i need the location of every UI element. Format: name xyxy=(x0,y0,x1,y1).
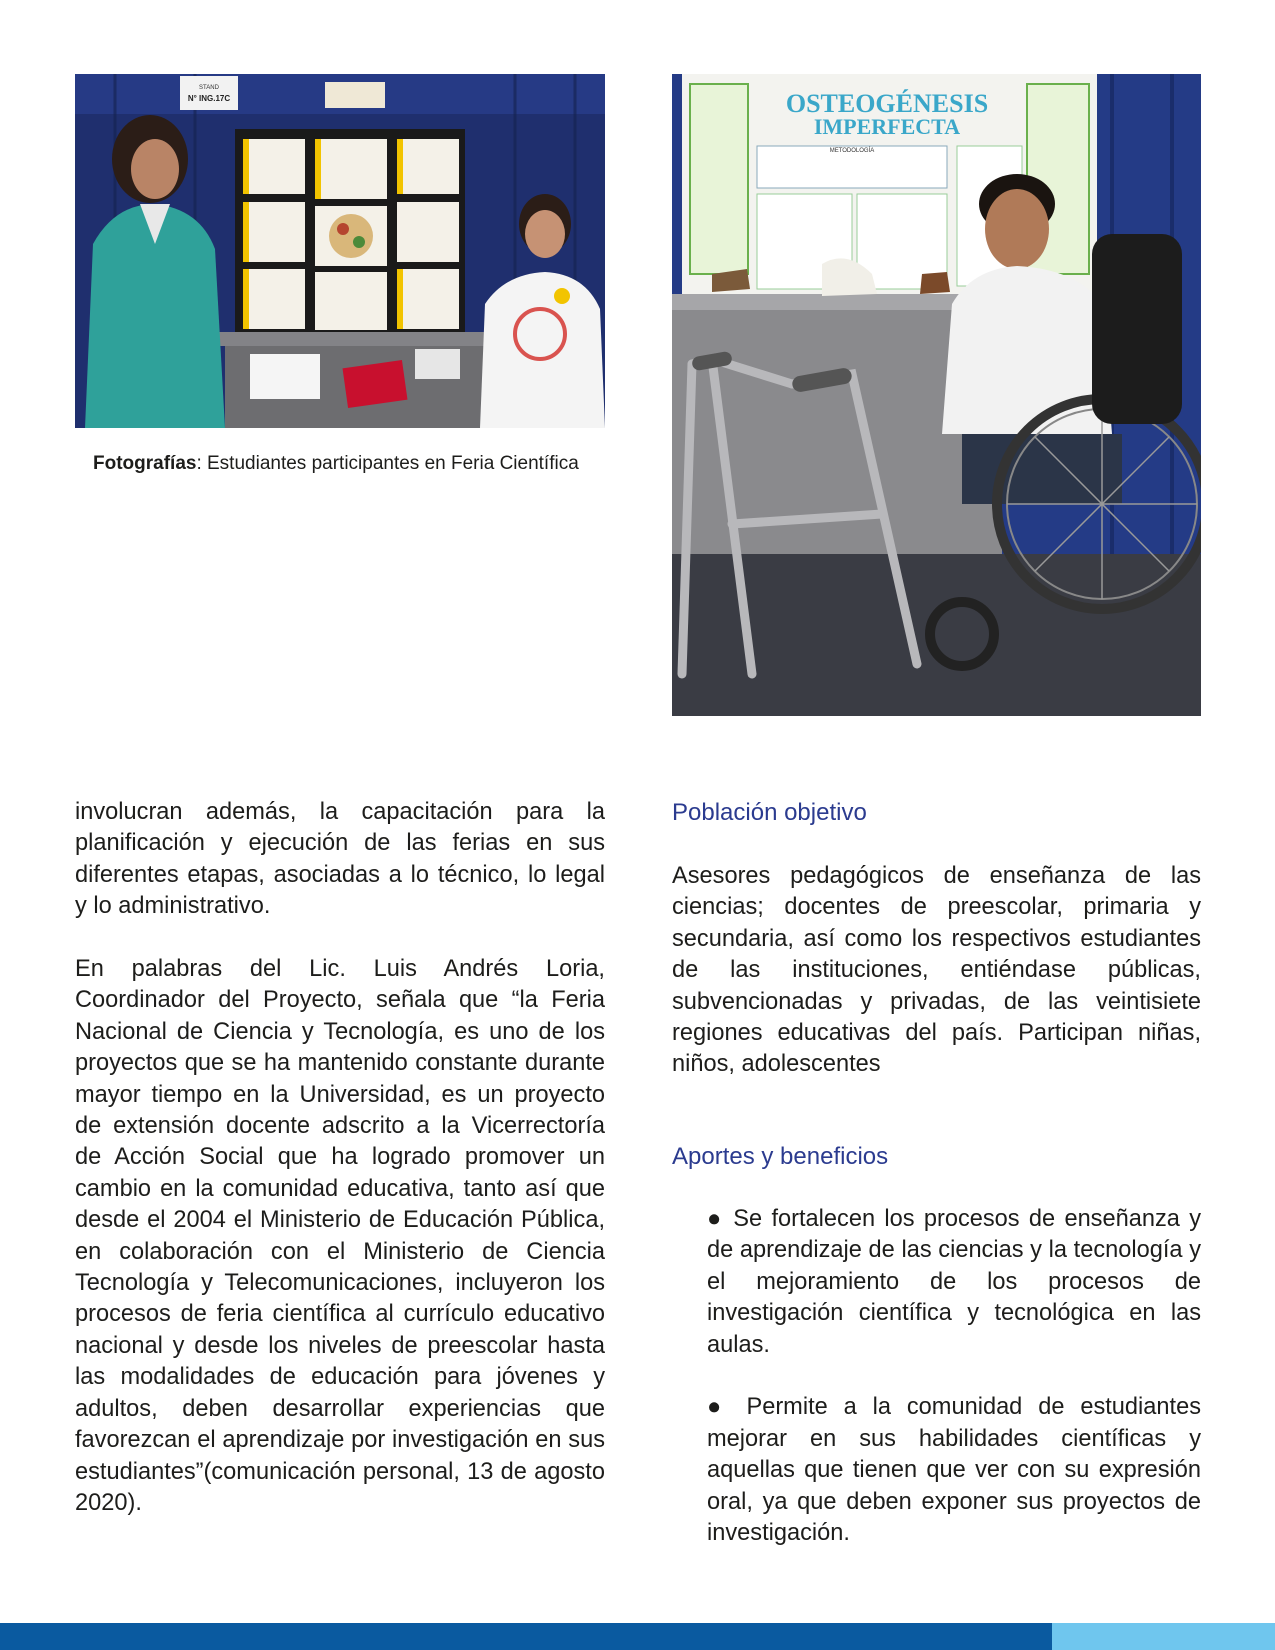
benefits-list xyxy=(707,1204,1201,1549)
benefit-item-1: ● Se fortalecen los procesos de enseñanza y de aprendizaje de las ciencias y la tecnología y el mejoramiento de los procesos de investigación científica y tecnológica en las aulas. xyxy=(707,1206,1201,1358)
students-photo-illustration xyxy=(75,74,605,428)
left-paragraph-2: En palabras del Lic. Luis Andrés Loria, Coordinador del Proyecto, señala que “la Feria Nacional de Ciencia y Tecnología, es uno de los proyectos que se ha mantenido constante durante mayor tiempo en la Universidad, es un proyecto de extensión docente adscrito a la Vicerrectoría de Acción Social que ha logrado promover un cambio en la comunidad educativa, tanto así que desde el 2004 el Ministerio de Educación Pública, en colaboración con el Ministerio de Ciencia Tecnología y Telecomunicaciones, incluyeron los procesos de feria científica al currículo educativo nacional y desde los niveles de preescolar hasta las modalidades de educación para jóvenes y adultos, deben desarrollar experiencias que favorezcan el aprendizaje por investigación en sus estudiantes”(comunicación personal, 13 de agosto 2020). xyxy=(75,956,605,1516)
caption-text: : Estudiantes participantes en Feria Científica xyxy=(196,453,579,474)
footer-accent xyxy=(1052,1623,1275,1650)
poblacion-paragraph xyxy=(672,861,1201,1081)
heading-poblacion-objetivo: Población objetivo xyxy=(672,799,867,826)
poblacion-text: Asesores pedagógicos de enseñanza de las ciencias; docentes de preescolar, primaria y secundaria, así como los respectivos estudiantes de las instituciones, entiéndase públicas, subvencionadas y privadas, de las veintisiete regiones educativas del país. Participan niñas, niños, adolescentes xyxy=(672,863,1201,1078)
science-fair-photo-students xyxy=(75,74,605,428)
photo-caption xyxy=(93,448,587,480)
stand-number: N° ING.17C xyxy=(187,94,231,103)
stand-label: STAND xyxy=(199,85,219,91)
poster-section-label: METODOLOGÍA xyxy=(829,148,875,154)
poster-title-line2: IMPERFECTA xyxy=(813,114,961,139)
left-paragraph-1: involucran además, la capacitación para la planificación y ejecución de las ferias en sus diferentes etapas, asociadas a lo técnico, lo legal y lo administrativo. xyxy=(75,799,605,920)
left-text-column xyxy=(75,797,605,1519)
poster-title-line1: OSTEOGÉNESIS xyxy=(785,89,989,118)
caption-label: Fotografías xyxy=(93,453,197,474)
heading-aportes-beneficios: Aportes y beneficios xyxy=(672,1143,889,1170)
science-fair-photo-wheelchair xyxy=(672,74,1201,716)
wheelchair-student-photo-illustration xyxy=(672,74,1201,716)
benefit-item-2: ● Permite a la comunidad de estudiantes mejorar en sus habilidades científicas y aquellas que tienen que ver con su expresión oral, ya que deben exponer sus proyectos de investigación. xyxy=(707,1394,1201,1547)
